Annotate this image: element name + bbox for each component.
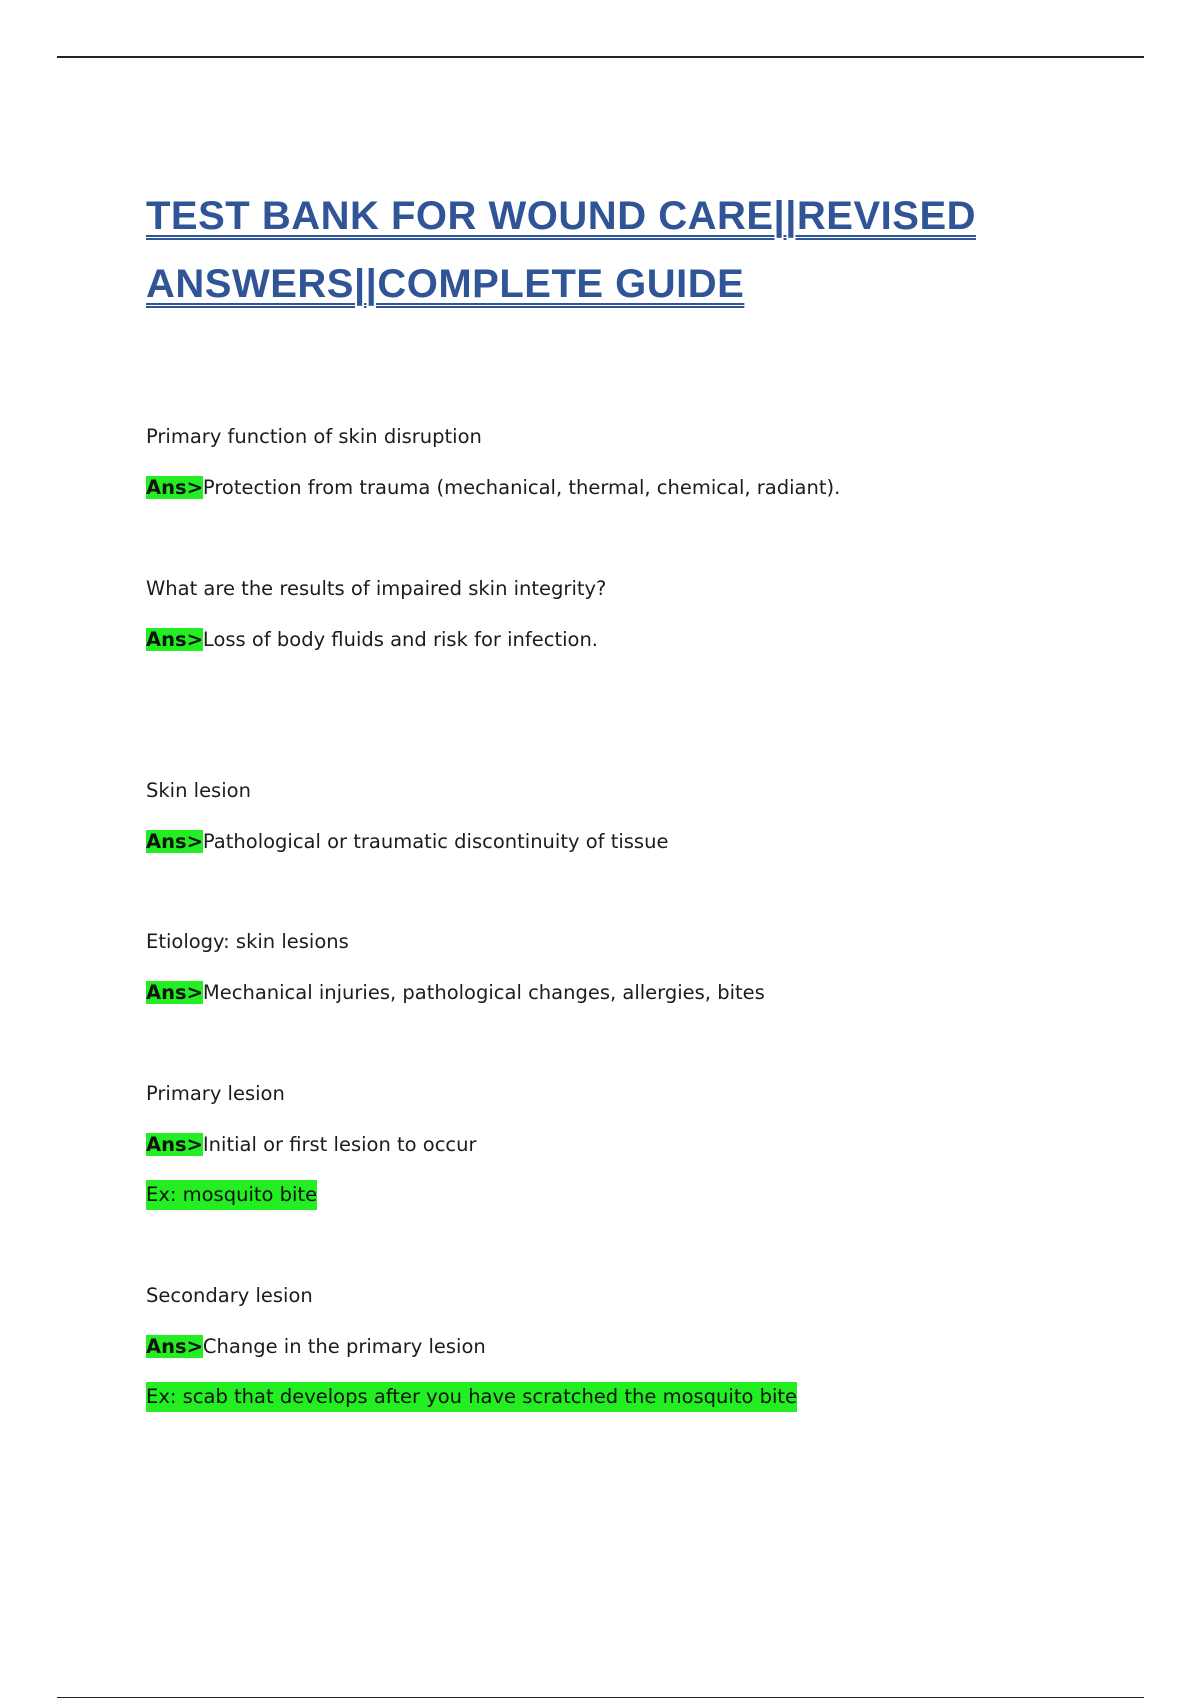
document-title	[146, 182, 1106, 318]
qa-item-3	[146, 776, 669, 853]
qa-item-1	[146, 422, 841, 499]
answer-prefix: Ans>	[146, 1335, 203, 1358]
header-rule	[57, 56, 1144, 58]
qa-item-4	[146, 927, 765, 1004]
answer-prefix: Ans>	[146, 628, 203, 651]
title-line-2: ANSWERS||COMPLETE GUIDE	[146, 262, 745, 306]
example-5: Ex: mosquito bite	[146, 1180, 317, 1210]
answer-text-3: Pathological or traumatic discontinuity of tissue	[202, 830, 669, 853]
answer-6	[146, 1332, 486, 1362]
qa-item-5	[146, 1079, 477, 1206]
footer-rule	[57, 1697, 1144, 1698]
qa-item-6	[146, 1281, 798, 1408]
answer-prefix: Ans>	[146, 1133, 203, 1156]
question-2: What are the results of impaired skin integrity?	[146, 577, 607, 600]
example-6: Ex: scab that develops after you have scratched the mosquito bite	[146, 1382, 797, 1412]
answer-3	[146, 827, 668, 857]
answer-text-2: Loss of body fluids and risk for infection.	[202, 628, 598, 651]
answer-5	[146, 1130, 477, 1160]
answer-text-6: Change in the primary lesion	[202, 1335, 486, 1358]
answer-1	[146, 473, 840, 503]
answer-prefix: Ans>	[146, 476, 203, 499]
answer-text-4: Mechanical injuries, pathological changes, allergies, bites	[202, 981, 765, 1004]
answer-2	[146, 625, 598, 655]
answer-prefix: Ans>	[146, 830, 203, 853]
question-5: Primary lesion	[146, 1082, 285, 1105]
question-3: Skin lesion	[146, 779, 251, 802]
answer-text-5: Initial or first lesion to occur	[202, 1133, 477, 1156]
title-line-1: TEST BANK FOR WOUND CARE||REVISED	[146, 194, 977, 238]
question-6: Secondary lesion	[146, 1284, 313, 1307]
question-4: Etiology: skin lesions	[146, 930, 349, 953]
question-1: Primary function of skin disruption	[146, 425, 482, 448]
answer-4	[146, 978, 765, 1008]
answer-prefix: Ans>	[146, 981, 203, 1004]
answer-text-1: Protection from trauma (mechanical, thermal, chemical, radiant).	[202, 476, 841, 499]
qa-item-2	[146, 574, 607, 651]
